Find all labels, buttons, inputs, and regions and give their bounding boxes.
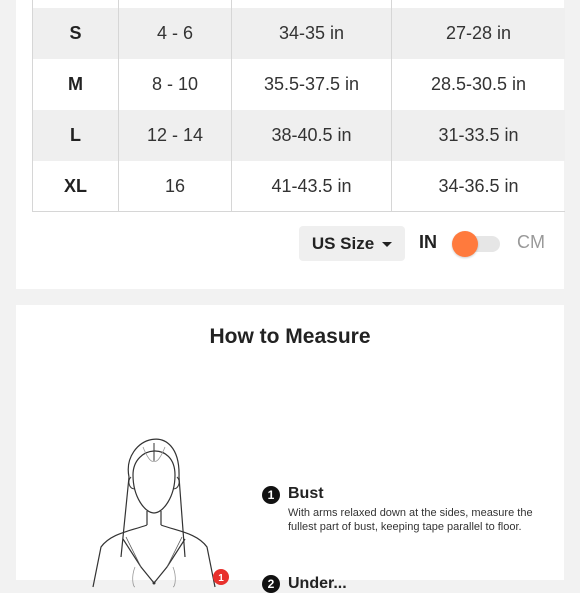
body-figure-illustration [71,417,231,587]
unit-cm-label: CM [517,232,545,252]
step-title: Bust [288,485,324,502]
us-size-cell: 4 - 6 [119,8,232,59]
us-size-cell: 8 - 10 [119,59,232,110]
bust-cell: 41-43.5 in [232,161,392,212]
step-description: With arms relaxed down at the sides, measure the fullest part of bust, keeping tape parallel to floor. [288,507,533,533]
waist-cell: 28.5-30.5 in [430,74,527,94]
table-row [33,161,565,212]
waist-cell: 34-36.5 in [438,176,519,196]
bust-cell: 35.5-37.5 in [232,59,392,110]
size-system-label: US Size [311,233,375,253]
table-row [33,59,565,110]
unit-toggle[interactable] [452,231,500,257]
bust-cell: 34-35 in [232,8,392,59]
step-number-badge: 2 [262,575,280,593]
how-to-measure-title: How to Measure [209,325,371,348]
toggle-knob [452,231,478,257]
size-system-dropdown[interactable] [299,226,405,261]
waist-cell: 27-28 in [445,23,512,43]
waist-cell: 31-33.5 in [438,125,519,145]
table-row [33,8,565,59]
us-size-cell: 12 - 14 [119,110,232,161]
figure-badge-number: 1 [218,573,224,584]
size-cell: L [33,110,119,161]
size-cell: M [33,59,119,110]
size-chart-card [16,0,564,289]
us-size-cell: 16 [119,161,232,212]
how-to-measure-card [16,305,564,592]
bust-cell: 38-40.5 in [232,110,392,161]
table-row-top [33,0,565,8]
unit-in-label: IN [419,232,437,252]
step-number-badge: 1 [262,486,280,504]
table-row [33,110,565,161]
caret-down-icon [382,242,392,247]
step-title: Under... [288,575,347,592]
size-cell: S [33,8,119,59]
size-cell: XL [33,161,119,212]
size-table [32,0,565,212]
